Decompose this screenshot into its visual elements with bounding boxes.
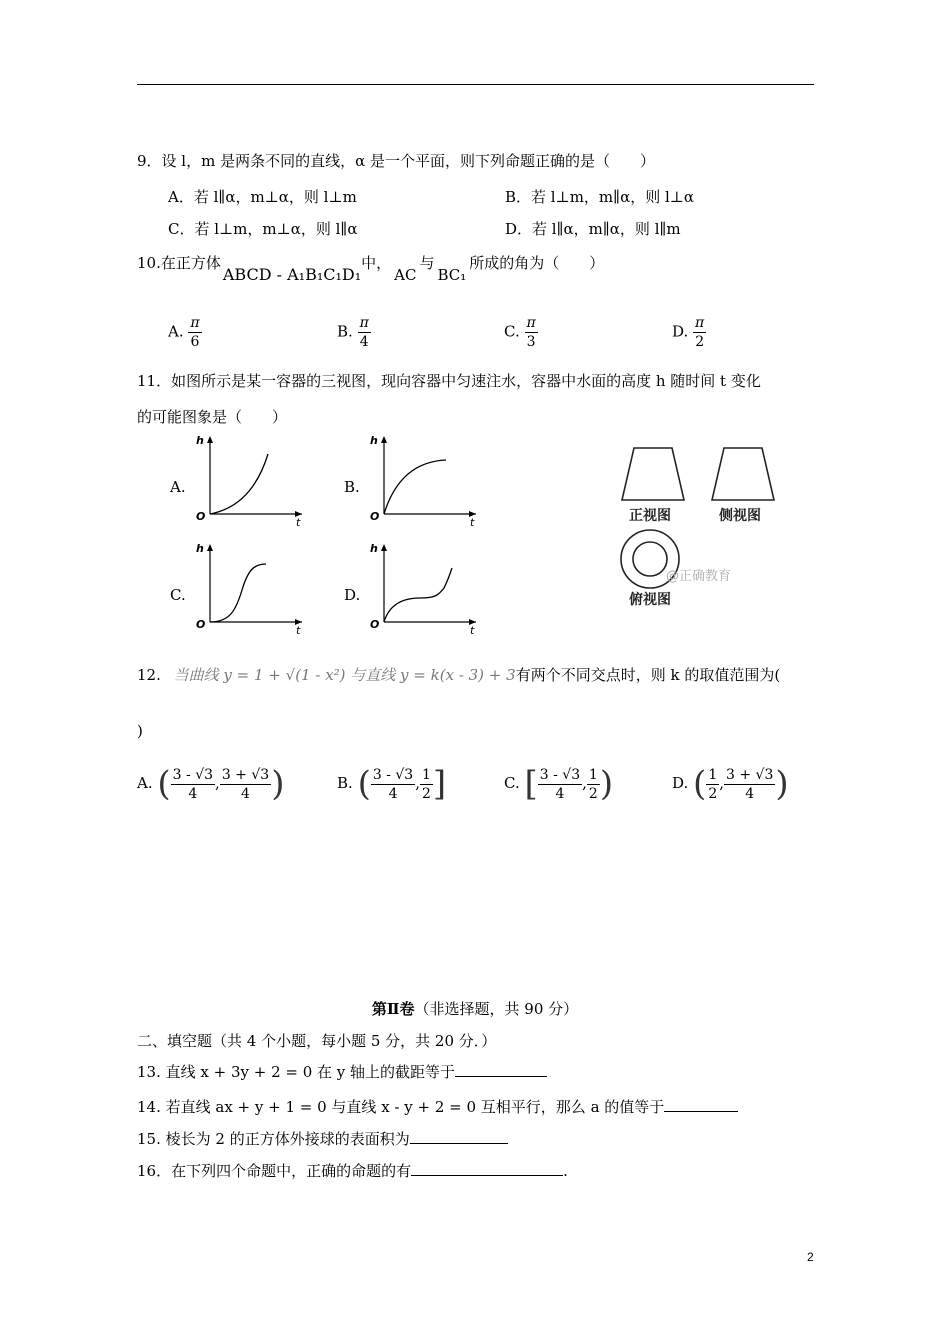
svg-text:t: t [470, 516, 475, 529]
svg-text:O: O [370, 618, 380, 631]
q10-mid1: 中， [361, 254, 392, 272]
part2-title: 第Ⅱ卷（非选择题，共 90 分） [371, 1000, 579, 1018]
q11-graph-c-label: C. [170, 586, 186, 604]
top-view-shape [619, 528, 681, 594]
svg-text:h: h [370, 434, 378, 447]
q11-graph-b [364, 432, 484, 530]
q12-curve: 当曲线 y = 1 + √(1 - x²) 与直线 y = k(x - 3) + 3 [173, 666, 516, 684]
q11-graph-a-label: A. [170, 478, 186, 496]
q13: 13. 直线 x + 3y + 2 = 0 在 y 轴上的截距等于 [137, 1061, 547, 1082]
q16-answer-blank[interactable] [411, 1161, 563, 1176]
q11-graph-d [364, 540, 484, 638]
watermark: @正确教育 [666, 569, 732, 584]
svg-text:O: O [370, 510, 380, 523]
front-view-shape [620, 446, 686, 506]
side-view-shape [710, 446, 776, 506]
q11-graph-a [190, 432, 310, 530]
svg-text:O: O [196, 510, 206, 523]
front-view-caption: 正视图 [629, 508, 671, 524]
svg-text:h: h [370, 542, 378, 555]
page-number: 2 [807, 1250, 814, 1264]
fill-section-heading: 二、填空题（共 4 个小题，每小题 5 分，共 20 分．） [137, 1032, 497, 1050]
q15-answer-blank[interactable] [410, 1129, 508, 1144]
svg-text:O: O [196, 618, 206, 631]
q9-option-b: B．若 l⊥m，m∥α，则 l⊥α [505, 188, 695, 206]
q10-ac: AC [394, 266, 417, 284]
q10-option-d: D. $\frac{\pi}{2}$ [672, 315, 705, 350]
q10-suffix: 所成的角为（ ） [469, 254, 605, 272]
svg-text:t: t [470, 624, 475, 637]
q10-option-c: C. $\frac{\pi}{3}$ [504, 315, 536, 350]
q9-option-d: D．若 l∥α，m∥α，则 l∥m [505, 220, 681, 238]
q12-close: ) [137, 722, 143, 740]
q10-stem [137, 252, 605, 284]
q12-suffix: 有两个不同交点时，则 k 的取值范围为( [515, 666, 781, 684]
q11-graph-b-label: B. [344, 478, 360, 496]
q9-option-a: A．若 l∥α，m⊥α，则 l⊥m [168, 188, 357, 206]
q9-stem: 9．设 l，m 是两条不同的直线，α 是一个平面，则下列命题正确的是（ ） [137, 152, 656, 170]
q10-mid2: 与 [419, 254, 435, 272]
q12-stem [137, 664, 780, 685]
side-view-caption: 侧视图 [719, 508, 761, 524]
q11-line1: 11．如图所示是某一容器的三视图，现向容器中匀速注水，容器中水面的高度 h 随时间 t 变化 [137, 372, 761, 390]
q9-option-c: C．若 l⊥m，m⊥α，则 l∥α [168, 220, 358, 238]
q14: 14. 若直线 ax + y + 1 = 0 与直线 x - y + 2 = 0 互相平行，那么 a 的值等于 [137, 1096, 738, 1117]
q11-line2: 的可能图象是（ ） [137, 408, 288, 426]
q13-answer-blank[interactable] [455, 1062, 547, 1077]
top-view-caption: 俯视图 [629, 592, 671, 608]
q11-graph-d-label: D. [344, 586, 361, 604]
q12-option-a: A. ( $\frac{3 - √3}{4}$ , $\frac{3 + √3}{4}$ ) [137, 764, 285, 804]
q12-option-b: B. ( $\frac{3 - √3}{4}$ , $\frac{1}{2}$ ] [337, 764, 447, 804]
svg-text:h: h [196, 542, 204, 555]
q10-prefix: 10.在正方体 [137, 254, 221, 272]
svg-text:t: t [296, 624, 301, 637]
svg-text:t: t [296, 516, 301, 529]
q12-option-d: D. ( $\frac{1}{2}$ , $\frac{3 + √3}{4}$ ) [672, 764, 789, 804]
q10-bc1: BC₁ [437, 266, 467, 284]
q11-graph-c [190, 540, 310, 638]
q14-answer-blank[interactable] [664, 1097, 738, 1112]
header-rule [137, 84, 814, 85]
q10-option-b: B. $\frac{\pi}{4}$ [337, 315, 369, 350]
q15: 15. 棱长为 2 的正方体外接球的表面积为 [137, 1128, 508, 1149]
q12-num: 12. [137, 666, 161, 684]
q16: 16．在下列四个命题中，正确的命题的有 . [137, 1162, 568, 1180]
q10-cube: ABCD - A₁B₁C₁D₁ [222, 265, 362, 284]
q12-option-c: C. [ $\frac{3 - √3}{4}$ , $\frac{1}{2}$ ) [504, 764, 614, 804]
q10-option-a: A. $\frac{\pi}{6}$ [168, 315, 200, 350]
svg-text:h: h [196, 434, 204, 447]
